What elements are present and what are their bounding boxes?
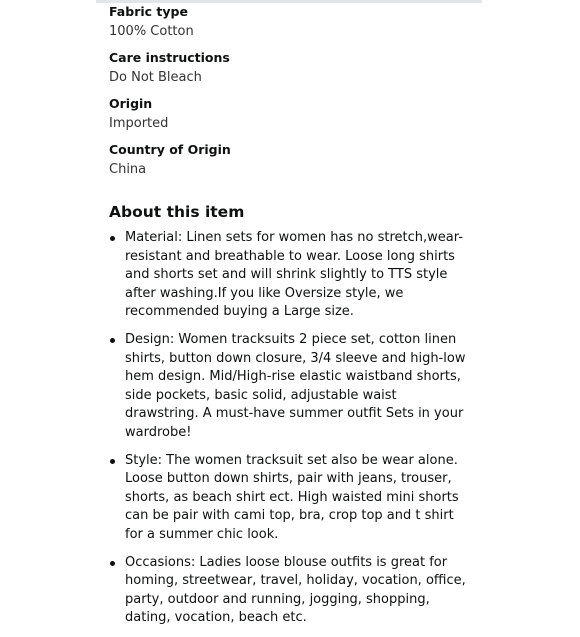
attribute-value: Do Not Bleach [109, 70, 202, 85]
bullet-dot-icon [110, 236, 115, 241]
attribute-country-of-origin [109, 142, 471, 179]
attribute-care-instructions [109, 50, 471, 87]
attribute-label: Care instructions [109, 50, 230, 65]
about-bullet-list [109, 229, 471, 628]
bullet-text: Material: Linen sets for women has no stretch,wear-resistant and breathable to wear. Loose long shirts and shorts set and will shrink slightly to TTS style after washing.If you like Oversize style, we recommended buying a Large size. [125, 230, 463, 320]
bullet-text: Occasions: Ladies loose blouse outfits is great for homing, streetwear, travel, holiday, vocation, office, party, outdoor and running, jogging, shopping, dating, vocation, beach etc. [125, 554, 466, 626]
list-item [109, 331, 471, 443]
section-divider [96, 0, 482, 3]
bullet-dot-icon [110, 338, 115, 343]
attribute-value: China [109, 162, 147, 177]
bullet-text: Design: Women tracksuits 2 piece set, cotton linen shirts, button down closure, 3/4 sleeve and high-low hem design. Mid/High-rise elastic waistband shorts, side pockets, basic solid, adjustable waist drawstring. A must-have summer outfit Sets in your wardrobe! [125, 331, 466, 440]
product-details [109, 4, 471, 637]
attribute-label: Fabric type [109, 4, 188, 19]
attribute-value: 100% Cotton [109, 24, 194, 39]
list-item [109, 554, 471, 628]
attribute-fabric-type [109, 4, 471, 41]
attribute-value: Imported [109, 116, 169, 131]
attribute-label: Origin [109, 96, 153, 111]
bullet-dot-icon [110, 561, 115, 566]
list-item [109, 452, 471, 545]
bullet-dot-icon [110, 459, 115, 464]
attribute-origin [109, 96, 471, 133]
list-item [109, 229, 471, 322]
attribute-label: Country of Origin [109, 142, 231, 157]
about-section-title: About this item [109, 203, 245, 221]
bullet-text: Style: The women tracksuit set also be wear alone. Loose button down shirts, pair with jeans, trouser, shorts, as beach shirt ect. High waisted mini shorts can be pair with cami top, bra, crop top and t shirt for a summer chic look. [125, 452, 459, 542]
